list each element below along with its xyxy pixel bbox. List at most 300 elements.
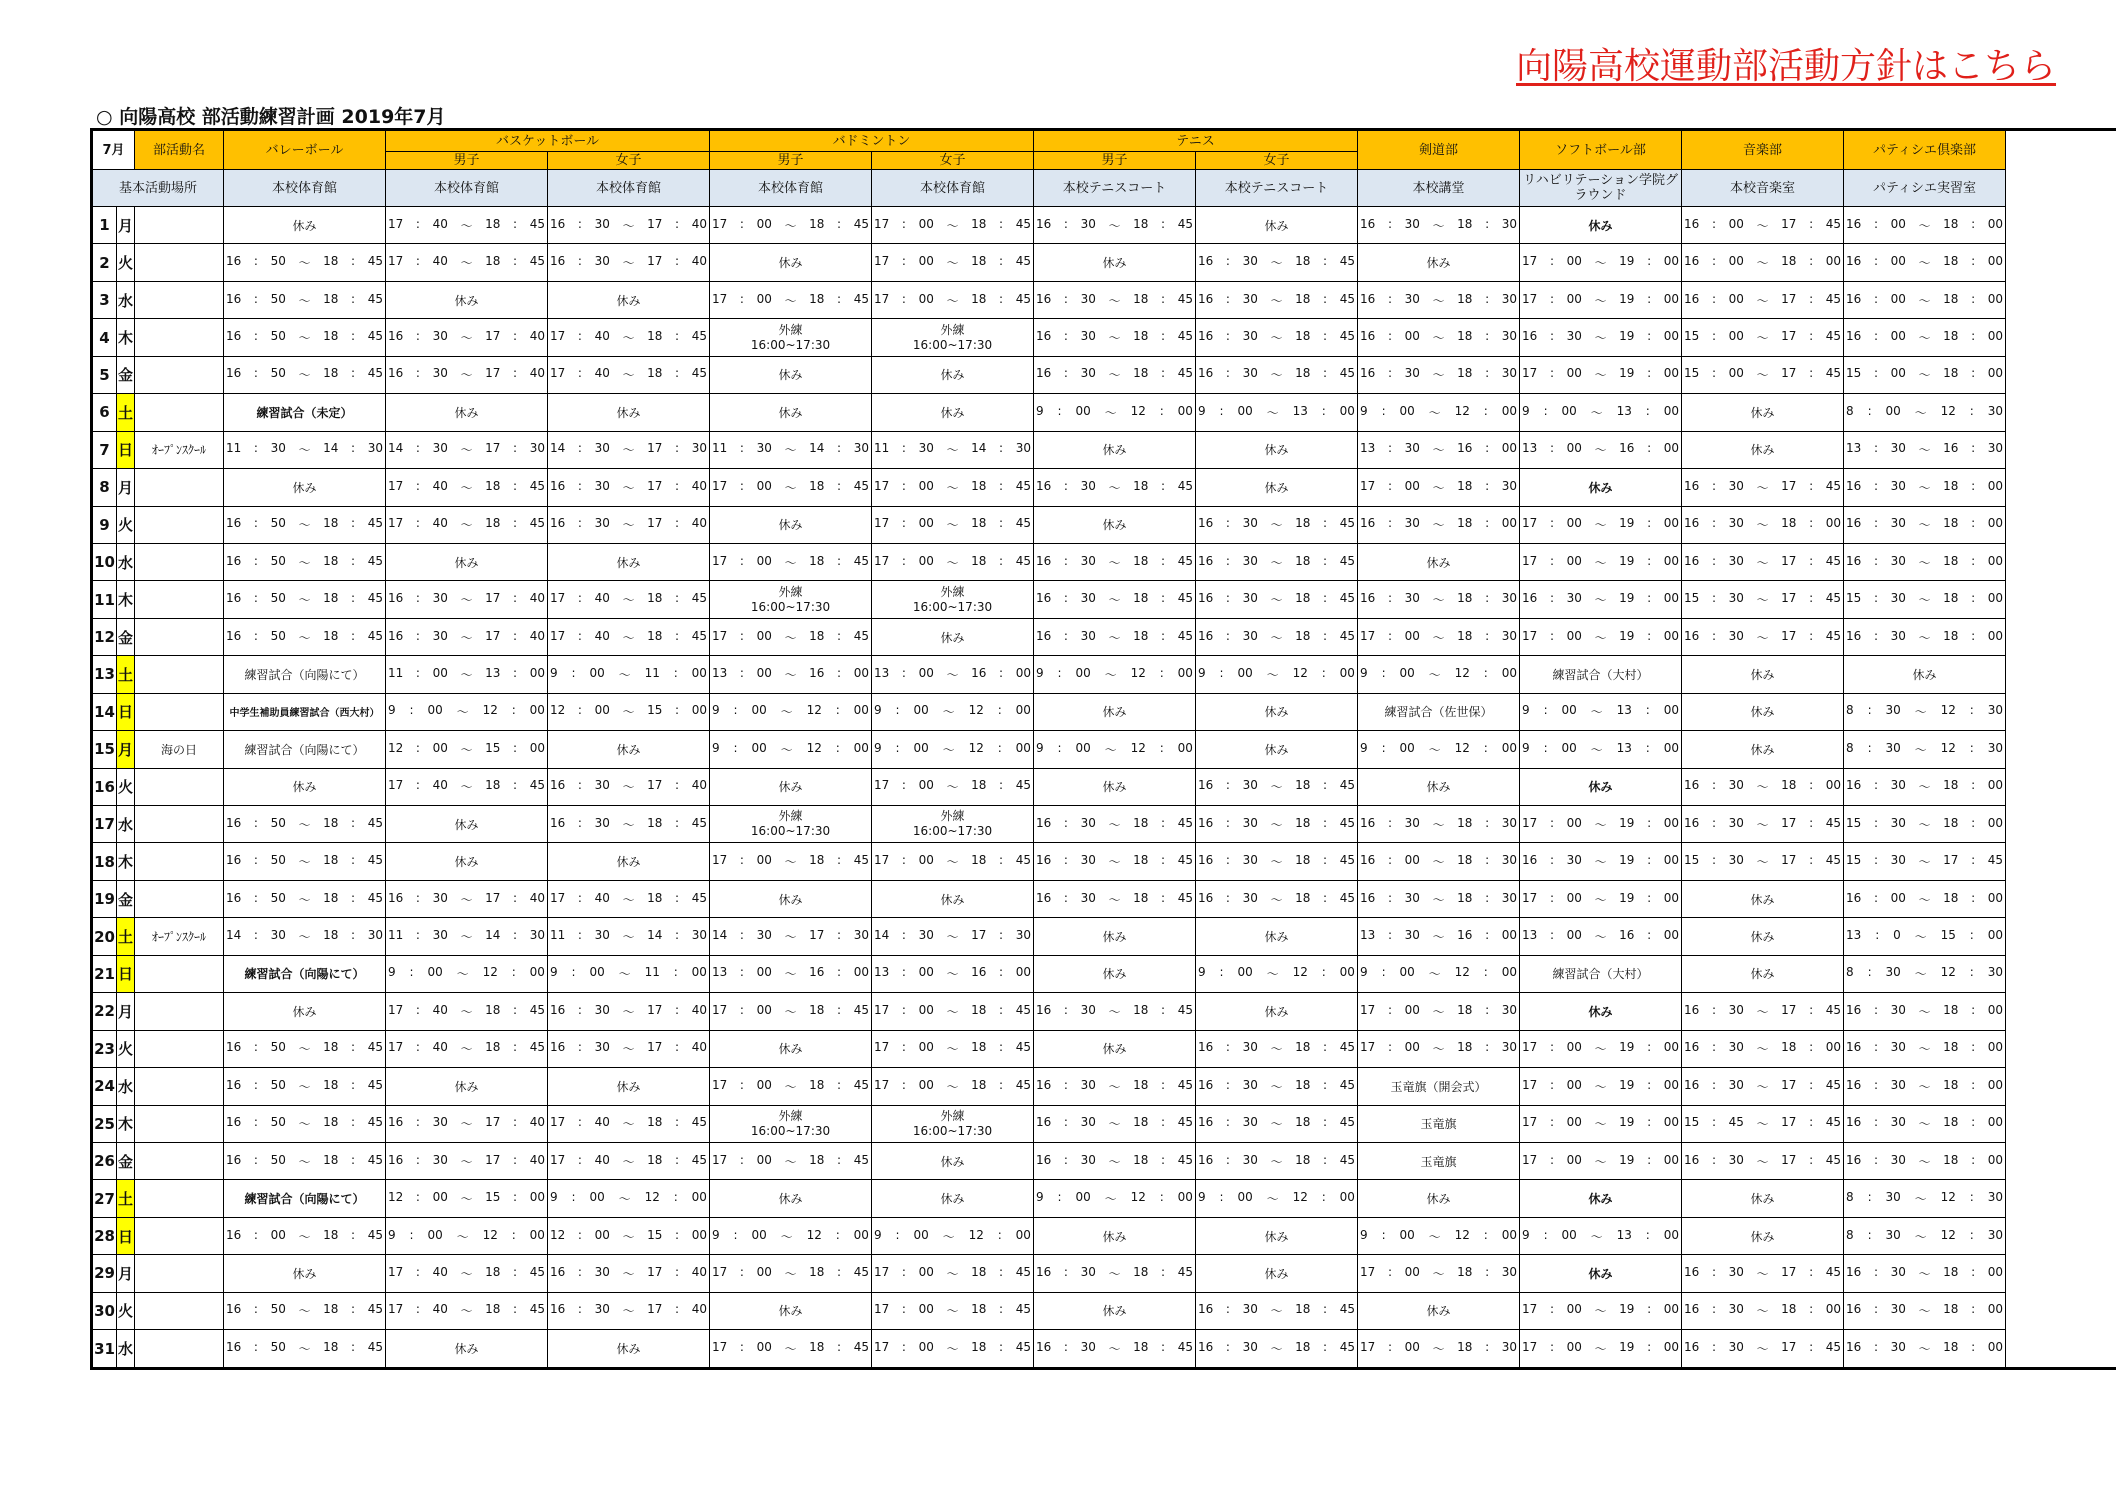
time-part: 30 xyxy=(1885,965,1901,980)
time-part: 00 xyxy=(1015,1227,1031,1242)
time-part: 45 xyxy=(1339,553,1355,568)
time-part: 45 xyxy=(367,366,383,381)
time-part: 〜 xyxy=(1918,630,1931,645)
time-part: 17 xyxy=(388,1002,404,1017)
time-part: 〜 xyxy=(622,480,635,495)
time-part: 40 xyxy=(594,329,610,344)
time-part: : xyxy=(1485,329,1490,344)
time-part: : xyxy=(1971,1040,1976,1055)
time-part: 16 xyxy=(1198,366,1214,381)
time-part: 45 xyxy=(1015,1002,1031,1017)
time-part: 30 xyxy=(853,441,869,456)
time-part: 50 xyxy=(270,853,286,868)
time-part: 17 xyxy=(485,1152,501,1167)
schedule-cell xyxy=(1196,768,1358,805)
time-part: 30 xyxy=(1728,1077,1744,1092)
time-part: 〜 xyxy=(1914,967,1927,982)
time-part: 30 xyxy=(1242,853,1258,868)
time-part: 00 xyxy=(1663,516,1680,531)
time-part: 〜 xyxy=(1432,817,1445,832)
time-part: 45 xyxy=(691,329,707,344)
table-row xyxy=(92,918,2116,955)
time-part: 11 xyxy=(712,441,728,456)
day-of-week: 金 xyxy=(117,356,135,393)
time-part: 00 xyxy=(1728,329,1744,344)
day-number: 12 xyxy=(92,618,117,655)
schedule-cell xyxy=(1520,843,1682,880)
time-part: 〜 xyxy=(460,1266,473,1281)
schedule-cell xyxy=(1358,394,1520,431)
time-part: 12 xyxy=(1454,665,1470,680)
time-part: 45 xyxy=(1825,291,1842,306)
time-part: 00 xyxy=(1075,740,1091,755)
time-part: 17 xyxy=(874,478,890,493)
schedule-cell xyxy=(1034,1330,1196,1369)
schedule-text: 休み xyxy=(1588,780,1613,795)
time-part: 18 xyxy=(1295,254,1311,269)
schedule-cell xyxy=(1034,1180,1196,1217)
time-part: : xyxy=(253,815,258,830)
time-part: 〜 xyxy=(1756,1004,1769,1019)
time-part: : xyxy=(1161,1077,1166,1092)
schedule-cell xyxy=(224,618,386,655)
schedule-cell xyxy=(1196,693,1358,730)
time-part: 12 xyxy=(482,1227,498,1242)
time-part: 12 xyxy=(1454,1227,1470,1242)
time-part: : xyxy=(1549,1040,1554,1055)
time-part: : xyxy=(739,665,744,680)
time-part: 45 xyxy=(1015,216,1031,231)
day-note xyxy=(135,244,224,281)
time-part: : xyxy=(1225,291,1230,306)
time-part: 30 xyxy=(1080,853,1096,868)
schedule-cell xyxy=(1520,1030,1682,1067)
time-part: : xyxy=(999,516,1004,531)
time-part: 〜 xyxy=(1914,1229,1927,1244)
time-part: 40 xyxy=(432,1264,448,1279)
time-part: : xyxy=(675,516,680,531)
schedule-cell xyxy=(1520,880,1682,917)
time-part: : xyxy=(675,1264,680,1279)
time-part: 18 xyxy=(323,1152,339,1167)
time-part: : xyxy=(351,591,356,606)
time-part: 00 xyxy=(1501,740,1517,755)
time-part: 30 xyxy=(1080,478,1096,493)
gender-header: 男子 xyxy=(1034,152,1196,170)
time-part: 00 xyxy=(918,1302,934,1317)
time-part: 18 xyxy=(1781,254,1797,269)
time-part: : xyxy=(901,1302,906,1317)
schedule-text: 休み xyxy=(778,780,803,795)
time-part: : xyxy=(739,216,744,231)
time-part: 18 xyxy=(1457,291,1473,306)
time-part: 45 xyxy=(1015,1302,1031,1317)
schedule-text: 休み xyxy=(454,405,479,420)
time-part: : xyxy=(1063,815,1068,830)
schedule-cell xyxy=(548,731,710,768)
schedule-cell xyxy=(548,955,710,992)
time-part: 00 xyxy=(1987,1264,2004,1279)
time-part: 〜 xyxy=(622,1154,635,1169)
time-part: 16 xyxy=(1684,628,1700,643)
schedule-cell xyxy=(1520,918,1682,955)
time-part: 40 xyxy=(529,890,545,905)
time-part: : xyxy=(409,1227,414,1242)
time-part: 00 xyxy=(1987,591,2004,606)
time-part: 18 xyxy=(1295,1115,1311,1130)
time-part: 16 xyxy=(1684,254,1700,269)
time-part: 18 xyxy=(971,291,987,306)
time-part: 17 xyxy=(712,216,728,231)
time-part: 19 xyxy=(1619,291,1635,306)
time-part: 13 xyxy=(1522,928,1538,943)
time-part: 〜 xyxy=(1756,518,1769,533)
time-part: 18 xyxy=(1295,366,1311,381)
schedule-text: 16:00~17:30 xyxy=(750,337,831,352)
time-part: : xyxy=(901,516,906,531)
schedule-cell xyxy=(1682,693,1844,730)
schedule-cell xyxy=(1682,207,1844,244)
time-part: : xyxy=(1873,591,1878,606)
time-part: 45 xyxy=(1825,1002,1842,1017)
schedule-cell xyxy=(548,581,710,618)
schedule-cell xyxy=(386,506,548,543)
time-part: 16 xyxy=(1360,815,1376,830)
day-number: 30 xyxy=(92,1292,117,1329)
time-part: 00 xyxy=(1501,665,1517,680)
day-note: ｵｰﾌﾟﾝｽｸｰﾙ xyxy=(135,431,224,468)
time-part: : xyxy=(577,890,582,905)
time-part: 〜 xyxy=(1914,1192,1927,1207)
time-part: 17 xyxy=(388,1040,404,1055)
schedule-text: 玉竜旗（開会式） xyxy=(1390,1079,1487,1094)
time-part: : xyxy=(1381,665,1386,680)
time-part: 18 xyxy=(323,1340,339,1355)
time-part: 00 xyxy=(756,1077,772,1092)
time-part: 45 xyxy=(1825,591,1842,606)
time-part: : xyxy=(739,1340,744,1355)
time-part: 17 xyxy=(874,553,890,568)
schedule-text: 休み xyxy=(1750,443,1775,458)
time-part: : xyxy=(837,1340,842,1355)
time-part: 30 xyxy=(1080,628,1096,643)
time-part: 40 xyxy=(529,628,545,643)
time-part: : xyxy=(351,815,356,830)
schedule-cell xyxy=(224,918,386,955)
time-part: 00 xyxy=(918,254,934,269)
time-part: : xyxy=(1711,329,1716,344)
time-part: 45 xyxy=(1825,1264,1842,1279)
time-part: : xyxy=(675,329,680,344)
time-part: 45 xyxy=(853,291,869,306)
schedule-cell xyxy=(224,993,386,1030)
time-part: 00 xyxy=(756,853,772,868)
time-part: 8 xyxy=(1846,1190,1854,1205)
time-part: 00 xyxy=(1663,928,1680,943)
schedule-cell xyxy=(1520,1255,1682,1292)
time-part: 45 xyxy=(691,1152,707,1167)
schedule-cell xyxy=(386,281,548,318)
time-part: : xyxy=(1485,928,1490,943)
time-part: 00 xyxy=(589,965,605,980)
time-part: 45 xyxy=(367,1077,383,1092)
schedule-cell xyxy=(224,356,386,393)
time-part: : xyxy=(999,1264,1004,1279)
time-part: 13 xyxy=(1360,928,1376,943)
time-part: 17 xyxy=(388,478,404,493)
schedule-cell xyxy=(1520,693,1682,730)
schedule-cell xyxy=(1520,731,1682,768)
time-part: 30 xyxy=(594,216,610,231)
time-part: : xyxy=(1969,1227,1974,1242)
day-of-week: 木 xyxy=(117,1105,135,1142)
schedule-text: 休み xyxy=(1588,480,1613,495)
time-part: 〜 xyxy=(784,480,797,495)
schedule-cell xyxy=(1196,506,1358,543)
time-part: 〜 xyxy=(784,555,797,570)
time-part: : xyxy=(1063,591,1068,606)
time-part: 〜 xyxy=(456,1229,469,1244)
time-part: 00 xyxy=(1663,1302,1680,1317)
time-part: 30 xyxy=(1242,628,1258,643)
time-part: 〜 xyxy=(1108,480,1121,495)
schedule-text: 練習試合（向陽にて） xyxy=(244,967,365,982)
time-part: : xyxy=(1647,291,1652,306)
time-part: : xyxy=(739,291,744,306)
schedule-cell xyxy=(872,356,1034,393)
schedule-cell xyxy=(548,1068,710,1105)
time-part: 16 xyxy=(1198,1302,1214,1317)
time-part: 9 xyxy=(712,1227,720,1242)
schedule-cell xyxy=(1844,656,2006,693)
time-part: : xyxy=(351,441,356,456)
time-part: 18 xyxy=(1457,329,1473,344)
time-part: 30 xyxy=(1404,890,1420,905)
time-part: : xyxy=(1483,665,1488,680)
club-header: バドミントン xyxy=(710,130,1034,152)
schedule-cell xyxy=(386,806,548,843)
time-part: : xyxy=(513,1264,518,1279)
time-part: 00 xyxy=(918,291,934,306)
venue-cell: 本校体育館 xyxy=(710,170,872,207)
time-part: 〜 xyxy=(946,855,959,870)
time-part: 45 xyxy=(853,1077,869,1092)
schedule-cell xyxy=(548,431,710,468)
time-part: 00 xyxy=(1987,1040,2004,1055)
time-part: : xyxy=(577,778,582,793)
time-part: : xyxy=(835,703,840,718)
time-part: 00 xyxy=(1566,628,1582,643)
time-part: 9 xyxy=(1198,403,1206,418)
time-part: 〜 xyxy=(1918,1079,1931,1094)
time-part: 〜 xyxy=(1756,1079,1769,1094)
time-part: 17 xyxy=(647,441,663,456)
time-part: 00 xyxy=(691,665,707,680)
day-of-week: 月 xyxy=(117,993,135,1030)
time-part: 30 xyxy=(1404,291,1420,306)
time-part: 9 xyxy=(1360,665,1368,680)
time-part: 17 xyxy=(1360,1002,1376,1017)
time-part: 〜 xyxy=(1918,218,1931,233)
time-part: 〜 xyxy=(1108,368,1121,383)
time-part: : xyxy=(513,665,518,680)
schedule-cell xyxy=(1520,1217,1682,1254)
time-part: : xyxy=(415,478,420,493)
time-part: : xyxy=(1647,815,1652,830)
time-part: : xyxy=(1971,815,1976,830)
time-part: : xyxy=(837,1077,842,1092)
schedule-cell xyxy=(1520,1142,1682,1179)
time-part: 18 xyxy=(647,1152,663,1167)
time-part: 00 xyxy=(1663,1340,1680,1355)
time-part: 18 xyxy=(1295,890,1311,905)
day-number: 3 xyxy=(92,281,117,318)
time-part: 12 xyxy=(1940,740,1956,755)
schedule-cell xyxy=(386,955,548,992)
time-part: : xyxy=(1323,329,1328,344)
table-row xyxy=(92,506,2116,543)
time-part: : xyxy=(901,928,906,943)
time-part: 50 xyxy=(270,1115,286,1130)
time-part: 16 xyxy=(388,591,404,606)
time-part: 00 xyxy=(1663,853,1680,868)
time-part: 30 xyxy=(1242,254,1258,269)
time-part: 00 xyxy=(1566,441,1582,456)
time-part: : xyxy=(837,628,842,643)
time-part: 00 xyxy=(432,665,448,680)
table-row xyxy=(92,1292,2116,1329)
time-part: 40 xyxy=(691,1002,707,1017)
time-part: 13 xyxy=(874,965,890,980)
time-part: 30 xyxy=(1987,1227,2003,1242)
time-part: : xyxy=(999,441,1004,456)
time-part: 45 xyxy=(367,291,383,306)
schedule-cell xyxy=(1196,1255,1358,1292)
time-part: 00 xyxy=(1890,254,1906,269)
schedule-cell xyxy=(224,880,386,917)
time-part: 12 xyxy=(1940,703,1956,718)
schedule-text: 休み xyxy=(454,817,479,832)
time-part: : xyxy=(1647,441,1652,456)
day-number: 11 xyxy=(92,581,117,618)
schedule-cell xyxy=(1844,207,2006,244)
time-part: 45 xyxy=(1177,815,1193,830)
time-part: 18 xyxy=(1295,516,1311,531)
time-part: 30 xyxy=(594,254,610,269)
time-part: : xyxy=(1971,591,1976,606)
schedule-text: 休み xyxy=(1750,667,1775,682)
time-part: 00 xyxy=(1015,965,1031,980)
time-part: 00 xyxy=(1987,553,2004,568)
schedule-cell xyxy=(1520,581,1682,618)
schedule-text: 休み xyxy=(616,555,641,570)
time-part: : xyxy=(1323,553,1328,568)
schedule-cell xyxy=(710,244,872,281)
time-part: 40 xyxy=(594,890,610,905)
month-header: 7月 xyxy=(92,130,135,170)
schedule-cell xyxy=(872,1068,1034,1105)
time-part: 16 xyxy=(1198,778,1214,793)
schedule-cell xyxy=(386,731,548,768)
time-part: 18 xyxy=(323,1115,339,1130)
time-part: 〜 xyxy=(1432,1342,1445,1357)
time-part: 〜 xyxy=(946,930,959,945)
time-part: : xyxy=(1485,1264,1490,1279)
time-part: 30 xyxy=(1501,366,1518,381)
time-part: : xyxy=(901,1077,906,1092)
schedule-cell xyxy=(1196,806,1358,843)
time-part: : xyxy=(1971,1152,1976,1167)
club-name-header: 部活動名 xyxy=(135,130,224,170)
time-part: 15 xyxy=(1846,591,1862,606)
schedule-cell xyxy=(386,1292,548,1329)
time-part: 30 xyxy=(1890,1115,1906,1130)
time-part: : xyxy=(1549,1152,1554,1167)
time-part: 19 xyxy=(1619,853,1635,868)
time-part: : xyxy=(351,1152,356,1167)
table-row xyxy=(92,356,2116,393)
time-part: 〜 xyxy=(946,967,959,982)
schedule-cell xyxy=(710,207,872,244)
time-part: 〜 xyxy=(1918,368,1931,383)
time-part: 〜 xyxy=(1756,368,1769,383)
time-part: 〜 xyxy=(1756,1042,1769,1057)
time-part: 12 xyxy=(806,740,822,755)
time-part: 18 xyxy=(1295,815,1311,830)
time-part: 00 xyxy=(751,1227,767,1242)
schedule-cell xyxy=(1844,693,2006,730)
time-part: 18 xyxy=(1133,815,1149,830)
time-part: 18 xyxy=(809,216,825,231)
schedule-cell xyxy=(710,506,872,543)
time-part: 00 xyxy=(1404,1264,1420,1279)
time-part: : xyxy=(1647,516,1652,531)
table-row xyxy=(92,1217,2116,1254)
time-part: : xyxy=(1873,329,1878,344)
time-part: 00 xyxy=(1501,1227,1517,1242)
time-part: : xyxy=(1387,1264,1392,1279)
time-part: : xyxy=(999,665,1004,680)
time-part: 19 xyxy=(1619,1077,1635,1092)
time-part: : xyxy=(1063,291,1068,306)
day-note xyxy=(135,1217,224,1254)
club-policy-link[interactable]: 向陽高校運動部活動方針はこちら xyxy=(1516,46,2057,87)
time-part: 15 xyxy=(1846,366,1862,381)
time-part: 〜 xyxy=(1270,892,1283,907)
time-part: 16 xyxy=(1846,890,1862,905)
time-part: 8 xyxy=(1846,740,1854,755)
time-part: : xyxy=(1549,1340,1554,1355)
time-part: 12 xyxy=(1130,403,1146,418)
time-part: 00 xyxy=(756,291,772,306)
schedule-cell xyxy=(1034,918,1196,955)
time-part: 40 xyxy=(529,329,545,344)
time-part: 〜 xyxy=(1432,892,1445,907)
time-part: 45 xyxy=(1015,254,1031,269)
time-part: 30 xyxy=(1890,591,1906,606)
time-part: 〜 xyxy=(622,256,635,271)
schedule-text: 外練 xyxy=(940,809,965,824)
time-part: 00 xyxy=(918,516,934,531)
time-part: 18 xyxy=(1781,1302,1797,1317)
time-part: 16 xyxy=(1684,516,1700,531)
schedule-cell xyxy=(1682,880,1844,917)
time-part: 00 xyxy=(1987,778,2004,793)
time-part: : xyxy=(577,254,582,269)
time-part: 00 xyxy=(1399,1227,1415,1242)
day-number: 26 xyxy=(92,1142,117,1179)
time-part: 45 xyxy=(1825,553,1842,568)
